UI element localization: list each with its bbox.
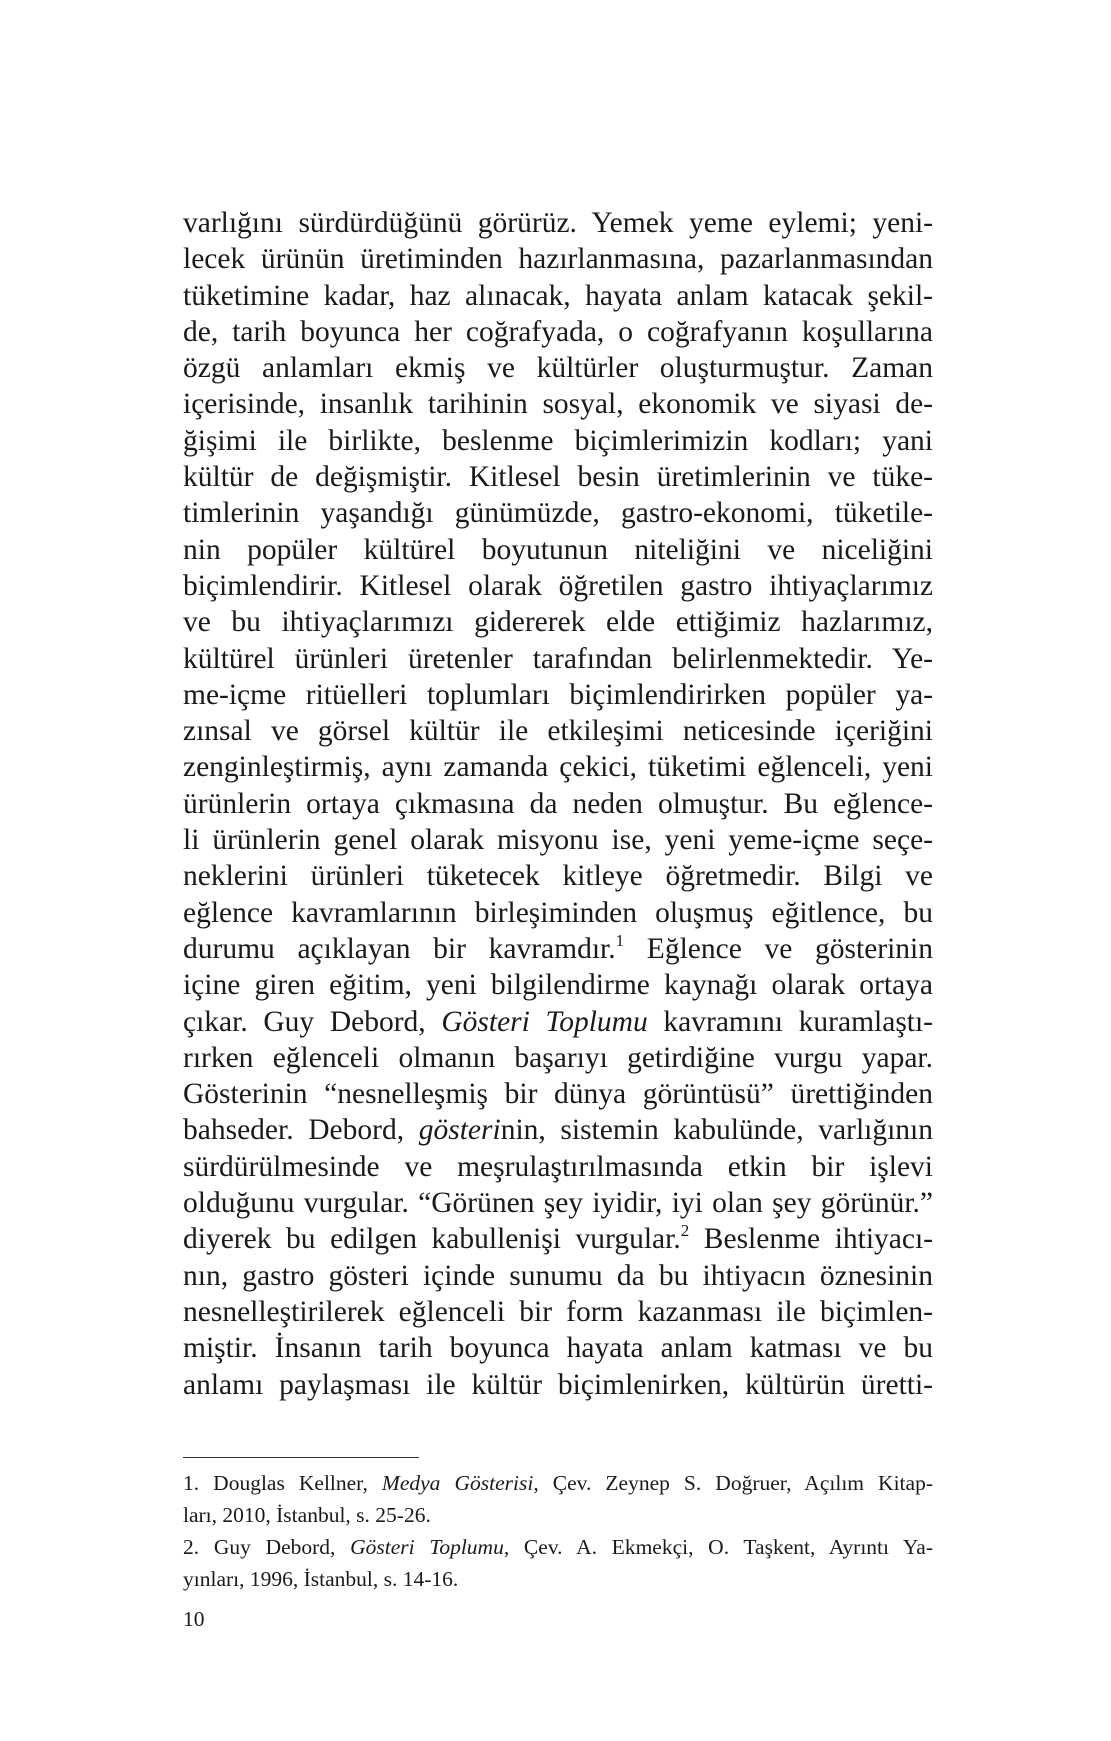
text-segment: , Çev. Zeynep S. Doğruer, Açılım Kitap- bbox=[533, 1471, 933, 1495]
text-line bbox=[183, 1185, 933, 1221]
text-line bbox=[183, 1040, 933, 1076]
text-segment: diyerek bu edilgen kabullenişi vurgular. bbox=[183, 1223, 681, 1256]
text-line bbox=[183, 1294, 933, 1330]
text-segment: zenginleştirmiş, aynı zamanda çekici, tüketimi eğlenceli, yeni bbox=[183, 751, 933, 784]
text-segment: bahseder. Debord, bbox=[183, 1114, 419, 1147]
footnote-marker: 2 bbox=[680, 1221, 690, 1241]
text-segment: ürünlerin ortaya çıkmasına da neden olmuştur. Bu eğlence- bbox=[183, 787, 933, 820]
text-segment: kültürel ürünleri üretenler tarafından belirlenmektedir. Ye- bbox=[183, 642, 933, 675]
text-segment: olduğunu vurgular. “Görünen şey iyidir, iyi olan şey görünür.” bbox=[183, 1187, 933, 1220]
text-segment: nesnelleştirilerek eğlenceli bir form kazanması ile biçimlen- bbox=[183, 1295, 933, 1328]
text-line bbox=[183, 314, 933, 350]
page-number: 10 bbox=[183, 1607, 205, 1631]
italic-text: Medya Gösterisi bbox=[381, 1471, 534, 1495]
text-line bbox=[183, 1112, 933, 1148]
text-line bbox=[183, 1149, 933, 1185]
text-segment: tüketimine kadar, haz alınacak, hayata anlam katacak şekil- bbox=[183, 279, 933, 312]
body-text bbox=[183, 205, 933, 1403]
text-segment: 1. Douglas Kellner, bbox=[183, 1471, 382, 1495]
text-segment: Eğlence ve gösterinin bbox=[624, 932, 934, 965]
text-segment: çıkar. Guy Debord, bbox=[183, 1005, 442, 1038]
text-segment: kültür de değişmiştir. Kitlesel besin üretimlerinin ve tüke- bbox=[183, 461, 933, 494]
text-segment: nin, sistemin kabulünde, varlığının bbox=[500, 1114, 933, 1147]
text-line bbox=[183, 713, 933, 749]
footnote-line bbox=[183, 1563, 933, 1595]
text-segment: timlerinin yaşandığı günümüzde, gastro-ekonomi, tüketile- bbox=[183, 497, 933, 530]
text-line bbox=[183, 677, 933, 713]
footnotes bbox=[183, 1467, 933, 1595]
text-segment: içerisinde, insanlık tarihinin sosyal, ekonomik ve siyasi de- bbox=[183, 388, 933, 421]
text-segment: Gösterinin “nesnelleşmiş bir dünya görüntüsü” ürettiğinden bbox=[183, 1078, 933, 1111]
text-line bbox=[183, 1367, 933, 1403]
text-line bbox=[183, 568, 933, 604]
text-line bbox=[183, 895, 933, 931]
text-segment: Beslenme ihtiyacı- bbox=[689, 1223, 934, 1256]
text-line bbox=[183, 241, 933, 277]
text-line bbox=[183, 495, 933, 531]
text-segment: neklerini ürünleri tüketecek kitleye öğretmedir. Bilgi ve bbox=[183, 860, 933, 893]
text-segment: sürdürülmesinde ve meşrulaştırılmasında etkin bir işlevi bbox=[183, 1150, 933, 1183]
text-segment: biçimlendirir. Kitlesel olarak öğretilen gastro ihtiyaçlarımız bbox=[183, 569, 933, 602]
text-segment: de, tarih boyunca her coğrafyada, o coğrafyanın koşullarına bbox=[183, 315, 933, 348]
text-line bbox=[183, 1221, 933, 1257]
text-segment: varlığını sürdürdüğünü görürüz. Yemek yeme eylemi; yeni- bbox=[183, 207, 933, 239]
text-line bbox=[183, 1258, 933, 1294]
text-line bbox=[183, 278, 933, 314]
footnote-line bbox=[183, 1531, 933, 1563]
text-segment: nın, gastro gösteri içinde sunumu da bu ihtiyacın öznesinin bbox=[183, 1259, 933, 1292]
text-segment: rırken eğlenceli olmanın başarıyı getirdiğine vurgu yapar. bbox=[183, 1041, 933, 1074]
footnote-marker: 1 bbox=[615, 930, 625, 950]
text-segment: içine giren eğitim, yeni bilgilendirme kaynağı olarak ortaya bbox=[183, 969, 933, 1002]
text-segment: lecek ürünün üretiminden hazırlanmasına, pazarlanmasından bbox=[183, 243, 933, 276]
text-line bbox=[183, 1330, 933, 1366]
text-segment: ğişimi ile birlikte, beslenme biçimlerimizin kodları; yani bbox=[183, 424, 933, 457]
text-segment: zınsal ve görsel kültür ile etkileşimi neticesinde içeriğini bbox=[183, 715, 933, 748]
text-segment: yınları, 1996, İstanbul, s. 14-16. bbox=[183, 1567, 459, 1591]
footnote-line bbox=[183, 1499, 933, 1531]
italic-text: Gösteri Toplumu bbox=[441, 1005, 648, 1038]
text-segment: li ürünlerin genel olarak misyonu ise, yeni yeme-içme seçe- bbox=[183, 824, 933, 857]
text-line bbox=[183, 532, 933, 568]
text-line bbox=[183, 822, 933, 858]
text-segment: 2. Guy Debord, bbox=[183, 1535, 351, 1559]
text-line bbox=[183, 423, 933, 459]
text-line bbox=[183, 205, 933, 241]
text-line bbox=[183, 749, 933, 785]
text-segment: kavramını kuramlaştı- bbox=[647, 1005, 934, 1038]
text-line bbox=[183, 1076, 933, 1112]
text-segment: eğlence kavramlarının birleşiminden oluşmuş eğitlence, bu bbox=[183, 896, 933, 929]
text-segment: nin popüler kültürel boyutunun niteliğini ve niceliğini bbox=[183, 533, 933, 566]
text-line bbox=[183, 967, 933, 1003]
footnote-line bbox=[183, 1467, 933, 1499]
text-segment: anlamı paylaşması ile kültür biçimlenirken, kültürün üretti- bbox=[183, 1368, 933, 1401]
text-segment: me-içme ritüelleri toplumları biçimlendirirken popüler ya- bbox=[183, 678, 933, 711]
text-line bbox=[183, 641, 933, 677]
text-line bbox=[183, 604, 933, 640]
italic-text: gösteri bbox=[418, 1114, 501, 1147]
footnote-separator bbox=[183, 1457, 419, 1458]
text-line bbox=[183, 1004, 933, 1040]
text-segment: ve bu ihtiyaçlarımızı gidererek elde ettiğimiz hazlarımız, bbox=[183, 606, 933, 639]
text-segment: özgü anlamları ekmiş ve kültürler oluşturmuştur. Zaman bbox=[183, 352, 933, 385]
italic-text: Gösteri Toplumu bbox=[350, 1535, 504, 1559]
text-line bbox=[183, 459, 933, 495]
text-line bbox=[183, 786, 933, 822]
text-segment: miştir. İnsanın tarih boyunca hayata anlam katması ve bu bbox=[183, 1332, 933, 1365]
text-line bbox=[183, 858, 933, 894]
text-line bbox=[183, 350, 933, 386]
text-segment: durumu açıklayan bir kavramdır. bbox=[183, 932, 616, 965]
text-line bbox=[183, 386, 933, 422]
text-segment: ları, 2010, İstanbul, s. 25-26. bbox=[183, 1503, 431, 1527]
text-line bbox=[183, 931, 933, 967]
text-segment: , Çev. A. Ekmekçi, O. Taşkent, Ayrıntı Ya- bbox=[503, 1535, 933, 1559]
